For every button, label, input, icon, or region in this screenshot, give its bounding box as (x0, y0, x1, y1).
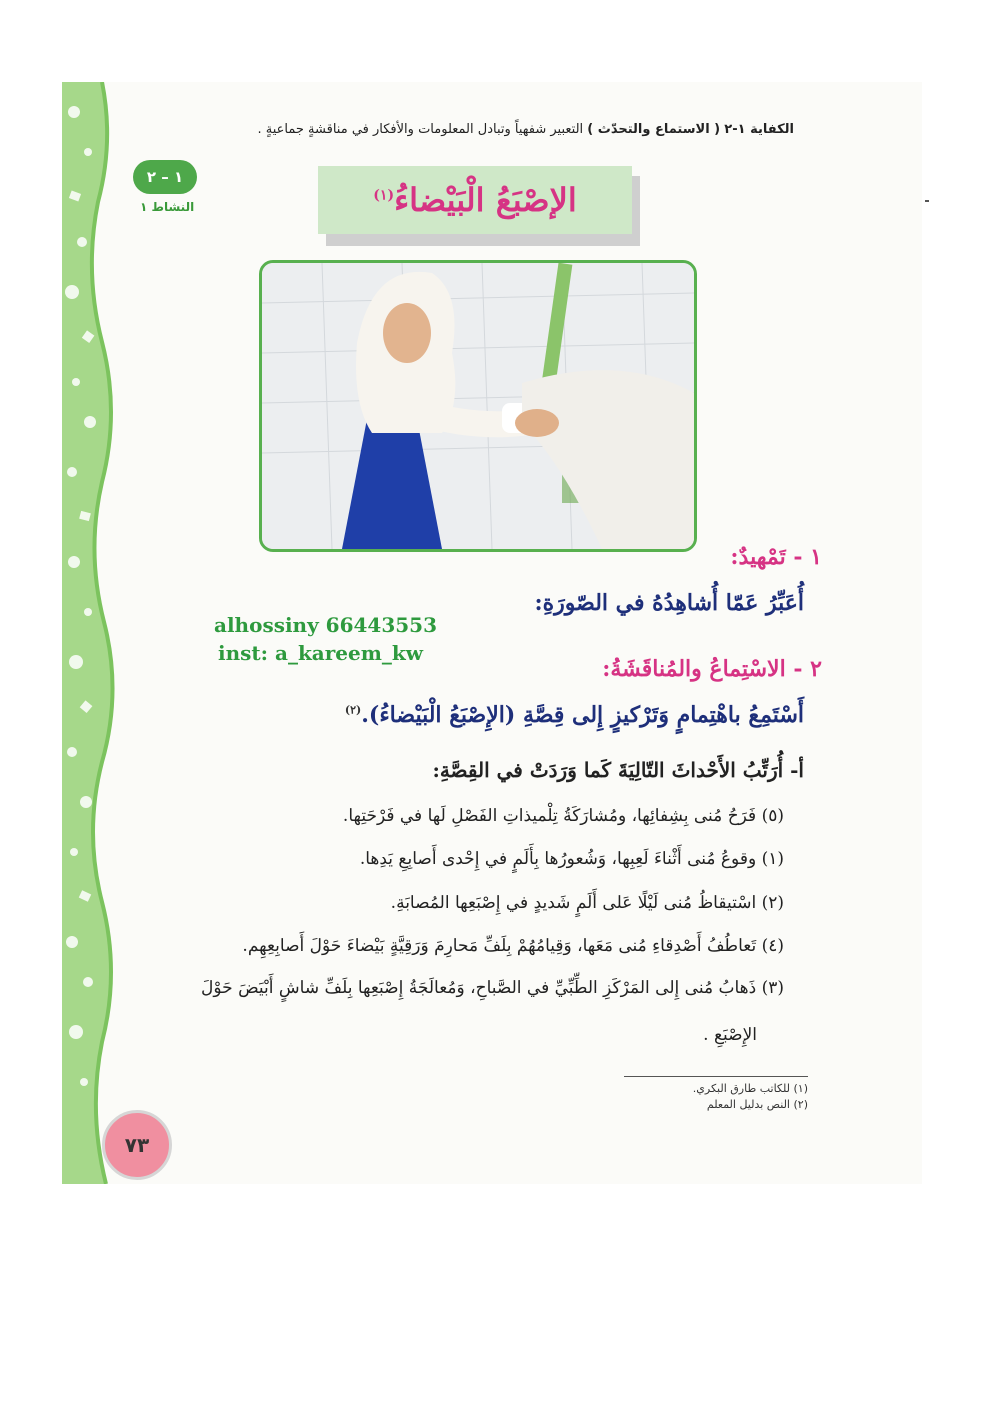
section-1-prompt: أُعَبِّرُ عَمّا أُشاهِدُهُ في الصّورَةِ: (534, 590, 804, 616)
event-item: (٥) فَرَحُ مُنى بِشِفائِها، ومُشارَكَةُ تِلْميذاتِ الفَصْلِ لَها في فَرْحَتِها. (342, 806, 784, 826)
footnote-divider (624, 1076, 808, 1077)
competency-description: التعبير شفهياً وتبادل المعلومات والأفكار في مناقشةٍ جماعيةٍ . (257, 122, 584, 137)
scan-mark (925, 200, 929, 202)
activity-badge: ١ – ٢ (133, 160, 197, 194)
competency-label: الكفاية ١-٢ (724, 122, 794, 137)
decorative-side-border (62, 82, 162, 1184)
watermark-line-2: inst: a_kareem_kw (218, 641, 423, 665)
section-2-footnote-ref: (٢) (344, 703, 362, 717)
competency-line (258, 122, 795, 137)
watermark-line-1: alhossiny 66443553 (214, 613, 438, 637)
section-2-heading: ٢ - الاسْتِماعُ والمُناقَشَةُ: (602, 656, 822, 682)
event-item: (١) وقوعُ مُنى أَثْناءَ لَعِبِها، وَشُعورُها بِأَلَمٍ في إِحْدى أَصابِعِ يَدِها. (359, 849, 784, 869)
event-item: (٣) ذَهابُ مُنى إِلى المَرْكَزِ الطِّبِّيِّ في الصَّباحِ، وَمُعالَجَةُ إِصْبَعِها بِلَفِّ شاشٍ أَبْيَضَ حَوْلَ (201, 978, 784, 998)
question-a-prompt: أ- أُرَتِّبُ الأَحْداثَ التّالِيَةَ كَما وَرَدَتْ في القِصَّةِ: (432, 758, 804, 782)
section-1-heading: ١ - تَمْهيدٌ: (730, 544, 822, 570)
event-item: (٢) اسْتيقاظُ مُنى لَيْلًا عَلى أَلَمٍ شَديدٍ في إِصْبَعِها المُصابَةِ. (390, 893, 784, 913)
event-item-continuation: الإِصْبَعِ . (703, 1025, 757, 1045)
lesson-title-text: الإصْبَعُ الْبَيْضاءُ (394, 181, 577, 219)
footnote-1: (١) للكاتب طارق البكري. (692, 1082, 808, 1095)
page (62, 82, 922, 1184)
lesson-title (373, 181, 576, 219)
photo-illustration (262, 263, 694, 549)
lesson-photo (259, 260, 697, 552)
competency-area: ( الاستماع والتحدّث ) (587, 122, 721, 137)
title-footnote-ref: (١) (373, 187, 395, 204)
activity-label: النشاط ١ (140, 200, 195, 214)
section-2-prompt-text: أَسْتَمِعُ باهْتِمامٍ وَتَرْكيزٍ إِلى قِصَّةِ (الإِصْبَعُ الْبَيْضاءُ). (361, 702, 804, 728)
page-number: ٧٣ (102, 1110, 172, 1180)
footnote-2: (٢) النص بدليل المعلم (706, 1098, 808, 1111)
section-2-prompt (345, 702, 804, 728)
lesson-title-box (318, 166, 632, 234)
event-item: (٤) تَعاطُفُ أَصْدِقاءِ مُنى مَعَها، وَقِيامُهُمْ بِلَفِّ مَحارِمَ وَرَقِيَّةٍ بَيْضاءَ حَوْلَ أَصابِعِهِم. (242, 936, 784, 956)
